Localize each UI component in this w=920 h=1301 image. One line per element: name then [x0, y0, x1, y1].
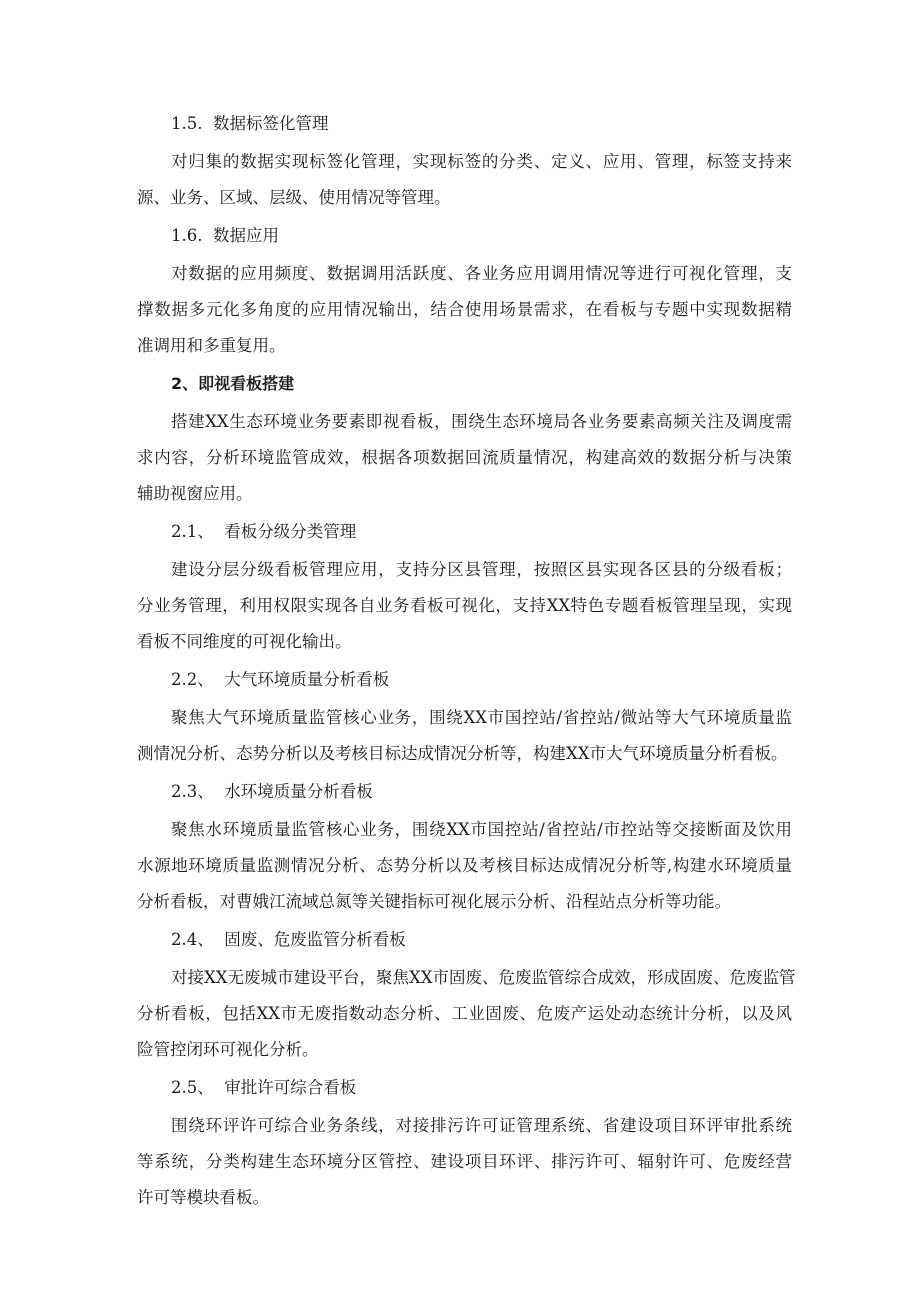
paragraph-line: 建设分层分级看板管理应用，支持分区县管理，按照区县实现各区县的分级看板； [171, 560, 792, 579]
paragraph-line: 准调用和多重复用。 [137, 336, 286, 355]
section-heading: 1.5. 数据标签化管理 [171, 114, 329, 133]
paragraph [137, 256, 792, 364]
paragraph-line: 撑数据多元化多角度的应用情况输出，结合使用场景需求，在看板与专题中实现数据精 [137, 300, 792, 319]
section-heading: 2.2、 大气环境质量分析看板 [171, 670, 390, 689]
paragraph-line: 水源地环境质量监测情况分析、态势分析以及考核目标达成情况分析等,构建水环境质量 [137, 856, 792, 875]
section-heading: 2.1、 看板分级分类管理 [171, 522, 357, 541]
paragraph-line: 源、业务、区域、层级、使用情况等管理。 [137, 188, 451, 207]
paragraph-line: 等系统，分类构建生态环境分区管控、建设项目环评、排污许可、辐射许可、危废经营 [137, 1152, 792, 1171]
section-2-2 [137, 664, 792, 772]
paragraph-line: 辅助视窗应用。 [137, 484, 253, 503]
paragraph-line: 搭建XX生态环境业务要素即视看板，围绕生态环境局各业务要素高频关注及调度需 [171, 412, 792, 431]
paragraph-line: 聚焦大气环境质量监管核心业务，围绕XX市国控站/省控站/微站等大气环境质量监 [171, 708, 792, 727]
section-2-5 [137, 1072, 792, 1216]
paragraph-line: 分业务管理，利用权限实现各自业务看板可视化，支持XX特色专题看板管理呈现，实现 [137, 596, 792, 615]
paragraph-line: 看板不同维度的可视化输出。 [137, 632, 352, 651]
paragraph-line: 险管控闭环可视化分析。 [137, 1040, 319, 1059]
section-2 [137, 368, 792, 512]
paragraph [137, 552, 792, 660]
paragraph-line: 聚焦水环境质量监管核心业务，围绕XX市国控站/省控站/市控站等交接断面及饮用 [171, 820, 792, 839]
document-body [137, 108, 796, 1220]
paragraph-line: 求内容，分析环境监管成效，根据各项数据回流质量情况，构建高效的数据分析与决策 [137, 448, 792, 467]
section-heading: 1.6. 数据应用 [171, 226, 279, 245]
section-2-4 [137, 924, 796, 1068]
paragraph-line: 对归集的数据实现标签化管理，实现标签的分类、定义、应用、管理，标签支持来 [171, 152, 792, 171]
section-1-6 [137, 220, 792, 364]
paragraph-line: 许可等模块看板。 [137, 1188, 269, 1207]
paragraph [137, 812, 792, 920]
paragraph-line: 分析看板，包括XX市无废指数动态分析、工业固废、危废产运处动态统计分析，以及风 [137, 1004, 792, 1023]
section-heading: 2.3、 水环境质量分析看板 [171, 782, 373, 801]
section-1-5 [137, 108, 792, 216]
section-2-1 [137, 516, 792, 660]
paragraph-line: 对接XX无废城市建设平台，聚焦XX市固废、危废监管综合成效，形成固废、危废监管 [171, 968, 796, 987]
paragraph [137, 700, 792, 772]
paragraph [137, 404, 792, 512]
paragraph [137, 144, 792, 216]
section-2-3 [137, 776, 792, 920]
paragraph [137, 960, 796, 1068]
paragraph-line: 分析看板，对曹娥江流域总氮等关键指标可视化展示分析、沿程站点分析等功能。 [137, 892, 731, 911]
section-heading: 2.5、 审批许可综合看板 [171, 1078, 357, 1097]
paragraph-line: 围绕环评许可综合业务条线，对接排污许可证管理系统、省建设项目环评审批系统 [171, 1116, 792, 1135]
paragraph [137, 1108, 792, 1216]
paragraph-line: 对数据的应用频度、数据调用活跃度、各业务应用调用情况等进行可视化管理，支 [171, 264, 792, 283]
section-heading: 2、即视看板搭建 [171, 374, 295, 393]
paragraph-line: 测情况分析、态势分析以及考核目标达成情况分析等，构建XX市大气环境质量分析看板。 [137, 744, 788, 763]
section-heading: 2.4、 固废、危废监管分析看板 [171, 930, 406, 949]
